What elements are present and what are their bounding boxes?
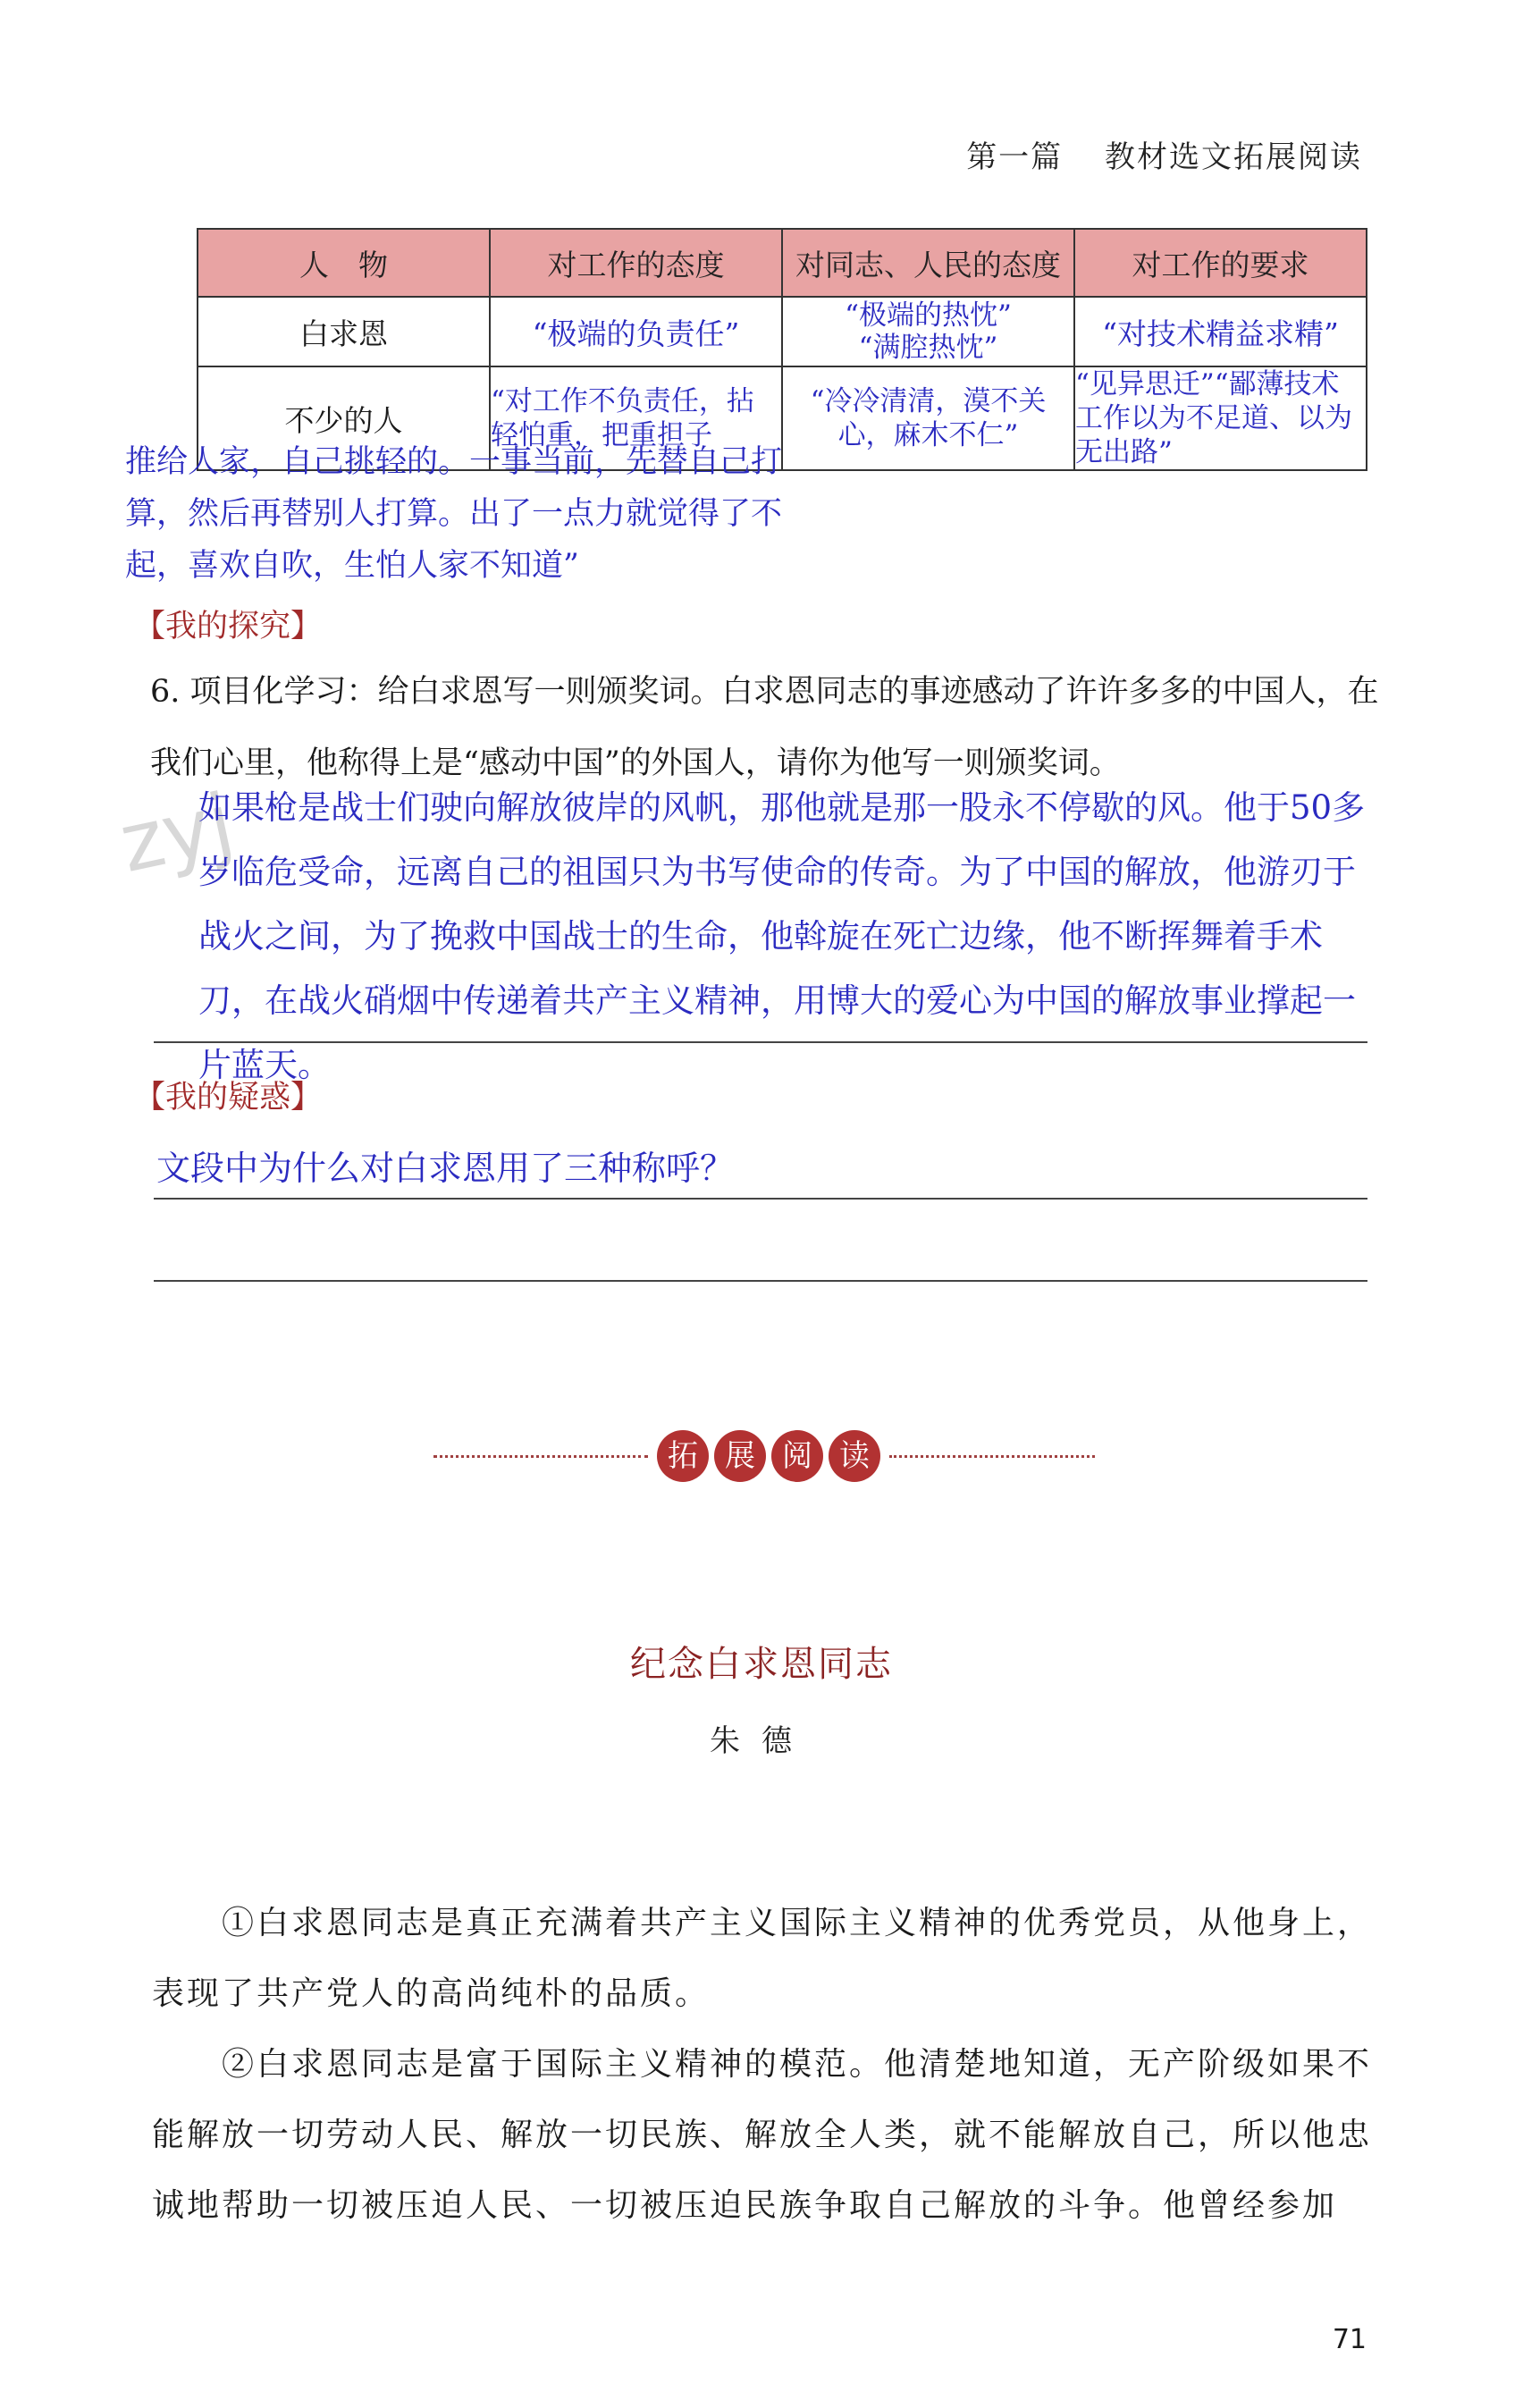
table-cell-people: “冷冷清清，漠不关心，麻木不仁” [782,366,1074,470]
doubt-answer: 文段中为什么对白求恩用了三种称呼？ [156,1149,735,1188]
header-part: 第一篇 [966,139,1064,175]
explore-question: 6. 项目化学习：给白求恩写一则颁奖词。白求恩同志的事迹感动了许许多多的中国人，在我们心里，他称得上是“感动中国”的外国人，请你为他写一则颁奖词。 [150,674,1379,781]
answer-line [154,1198,1367,1200]
explore-answer: 如果枪是战士们驶向解放彼岸的风帆，那他就是那一股永不停歇的风。他于50多岁临危受命，远离自己的祖国只为书写使命的传奇。为了中国的解放，他游刃于战火之间，为了挽救中国战士的生命，他斡旋在死亡边缘，他不断挥舞着手术刀，在战火硝烟中传递着共产主义精神，用博大的爱心为中国的解放事业撑起一片蓝天。 [198,788,1366,1084]
table-header-cell: 人 物 [198,229,490,297]
answer-line [154,1041,1367,1043]
table-header-cell: 对工作的要求 [1074,229,1367,297]
answer-line [154,1280,1367,1282]
page-number: 71 [1332,2324,1367,2355]
table-cell-work: “对工作不负责任，拈轻怕重，把重担子 [490,366,782,470]
banner-seal: 阅 [771,1430,823,1482]
table-row [198,297,1367,366]
table-overflow-answer: 推给人家，自己挑轻的。一事当前，先替自己打算，然后再替别人打算。出了一点力就觉得了不起，喜欢自吹，生怕人家不知道” [125,444,783,584]
table-cell-requirement: “见异思迁”“鄙薄技术工作以为不足道、以为无出路” [1074,366,1367,470]
comparison-table [197,228,1367,471]
header-title: 教材选文拓展阅读 [1105,139,1362,175]
explore-tag: 【我的探究】 [134,609,323,644]
table-cell-requirement: “对技术精益求精” [1074,297,1367,366]
running-header [936,132,1362,176]
watermark: zyj [112,776,242,891]
banner-seal: 读 [829,1430,880,1482]
table-header-cell: 对工作的态度 [490,229,782,297]
banner-seal: 展 [714,1430,766,1482]
extended-reading-banner [433,1430,1095,1484]
banner-seal: 拓 [657,1430,709,1482]
table-cell-name: 不少的人 [198,366,490,470]
table-cell-name: 白求恩 [198,297,490,366]
article-title: 纪念白求恩同志 [630,1644,893,1685]
table-cell-work: “极端的负责任” [490,297,782,366]
table-header-cell: 对同志、人民的态度 [782,229,1074,297]
article-paragraph: ②白求恩同志是富于国际主义精神的模范。他清楚地知道，无产阶级如果不能解放一切劳动人民、解放一切民族、解放全人类，就不能解放自己，所以他忠诚地帮助一切被压迫人民、一切被压迫民族争取自己解放的斗争。他曾经参加 [152,2046,1373,2224]
article-paragraph: ①白求恩同志是真正充满着共产主义国际主义精神的优秀党员，从他身上，表现了共产党人的高尚纯朴的品质。 [152,1905,1373,2012]
banner-dots-left [433,1455,648,1458]
article-author: 朱德 [710,1723,813,1759]
doubt-tag: 【我的疑惑】 [134,1080,323,1116]
banner-dots-right [889,1455,1095,1458]
table-cell-people: “极端的热忱” “满腔热忱” [782,297,1074,366]
table-header-row [198,229,1367,297]
